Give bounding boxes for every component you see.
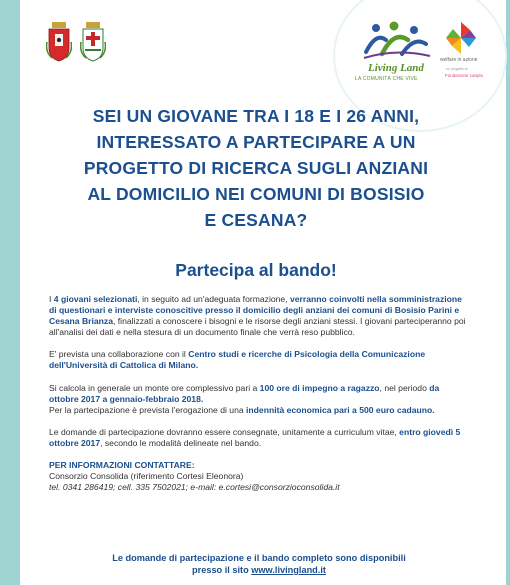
bosisio-crest-icon [46, 22, 72, 62]
contacts [49, 460, 469, 493]
text: E' prevista una collaborazione con il [49, 349, 189, 360]
text-highlight: Centro studi e ricerche di Psicologia della Comunicazione dell'Università di Cattolica di Milano. [49, 349, 426, 371]
paragraph-collaboration [49, 349, 469, 371]
text-highlight: entro giovedì 5 ottobre 2017 [49, 426, 461, 448]
text: I [49, 294, 54, 304]
headline-line: SEI UN GIOVANE TRA I 18 E I 26 ANNI, [92, 106, 420, 126]
headline-line: PROGETTO DI RICERCA SUGLI ANZIANI [83, 158, 429, 178]
text-highlight: 100 ore di impegno a ragazzo [259, 382, 380, 393]
paragraph-deadline [49, 427, 469, 449]
text: Si calcola in generale un monte ore complessivo pari a [49, 382, 260, 393]
text: , secondo le modalità delineate nel bando. [100, 437, 262, 448]
cesana-crest-icon [80, 22, 106, 62]
headline-line: AL DOMICILIO NEI COMUNI DI BOSISIO [87, 184, 425, 204]
fondazione-label: Fondazione cariplo [445, 73, 484, 78]
website-link[interactable]: www.livingland.it [251, 565, 326, 575]
text: , in seguito ad un'adeguata formazione, [137, 294, 290, 304]
living-land-tagline: LA COMUNITÀ CHE VIVE [355, 76, 418, 82]
paragraph-selection [49, 294, 469, 338]
pinwheel-logo-icon [442, 20, 480, 56]
headline-line: INTERESSATO A PARTECIPARE A UN [96, 132, 416, 152]
text: presso il sito [192, 565, 252, 575]
headline [36, 103, 476, 233]
contacts-heading: PER INFORMAZIONI CONTATTARE: [49, 460, 195, 471]
text: Per la partecipazione è prevista l'erogazione di una [49, 404, 247, 415]
living-land-figures-icon [362, 18, 432, 62]
living-land-title: Living Land [368, 62, 424, 74]
text: , finalizzati a conoscere i bisogni e le risorse degli anziani stessi. I giovani parteciperanno poi all'analisi dei dati e nella stesura di un documento finale che verrà reso pubblico. [49, 316, 466, 338]
text: Le domande di partecipazione dovranno essere consegnate, unitamente a curriculum vitae, [49, 426, 400, 437]
welfare-label: welfare in azione [440, 57, 478, 63]
footer-note [49, 552, 469, 576]
headline-line: E CESANA? [204, 210, 308, 230]
text-highlight: 4 giovani selezionati [53, 294, 138, 304]
subtitle: Partecipa al bando! [175, 260, 337, 280]
text: , nel periodo [379, 382, 430, 393]
contacts-org: Consorzio Consolida (riferimento Cortesi Eleonora) [49, 471, 244, 482]
text-highlight: verranno coinvolti nella somministrazione di questionari e interviste conoscitive presso il domicilio degli anziani dei comuni di Bosisio Parini e Cesana Brianza [49, 294, 462, 327]
paragraph-hours [49, 383, 469, 416]
footer-line: Le domande di partecipazione e il bando completo sono disponibili [112, 553, 406, 563]
footer-line [49, 564, 469, 576]
contacts-phones[interactable]: tel. 0341 286419; cell. 335 7502021; e-mail: e.cortesi@consorzioconsolida.it [49, 482, 340, 493]
body-text [49, 294, 469, 493]
text-highlight: indennità economica pari a 500 euro cadauno. [246, 404, 435, 415]
welfare-sub: un progetto di [446, 67, 468, 71]
text-highlight: da ottobre 2017 a gennaio-febbraio 2018. [49, 382, 440, 404]
